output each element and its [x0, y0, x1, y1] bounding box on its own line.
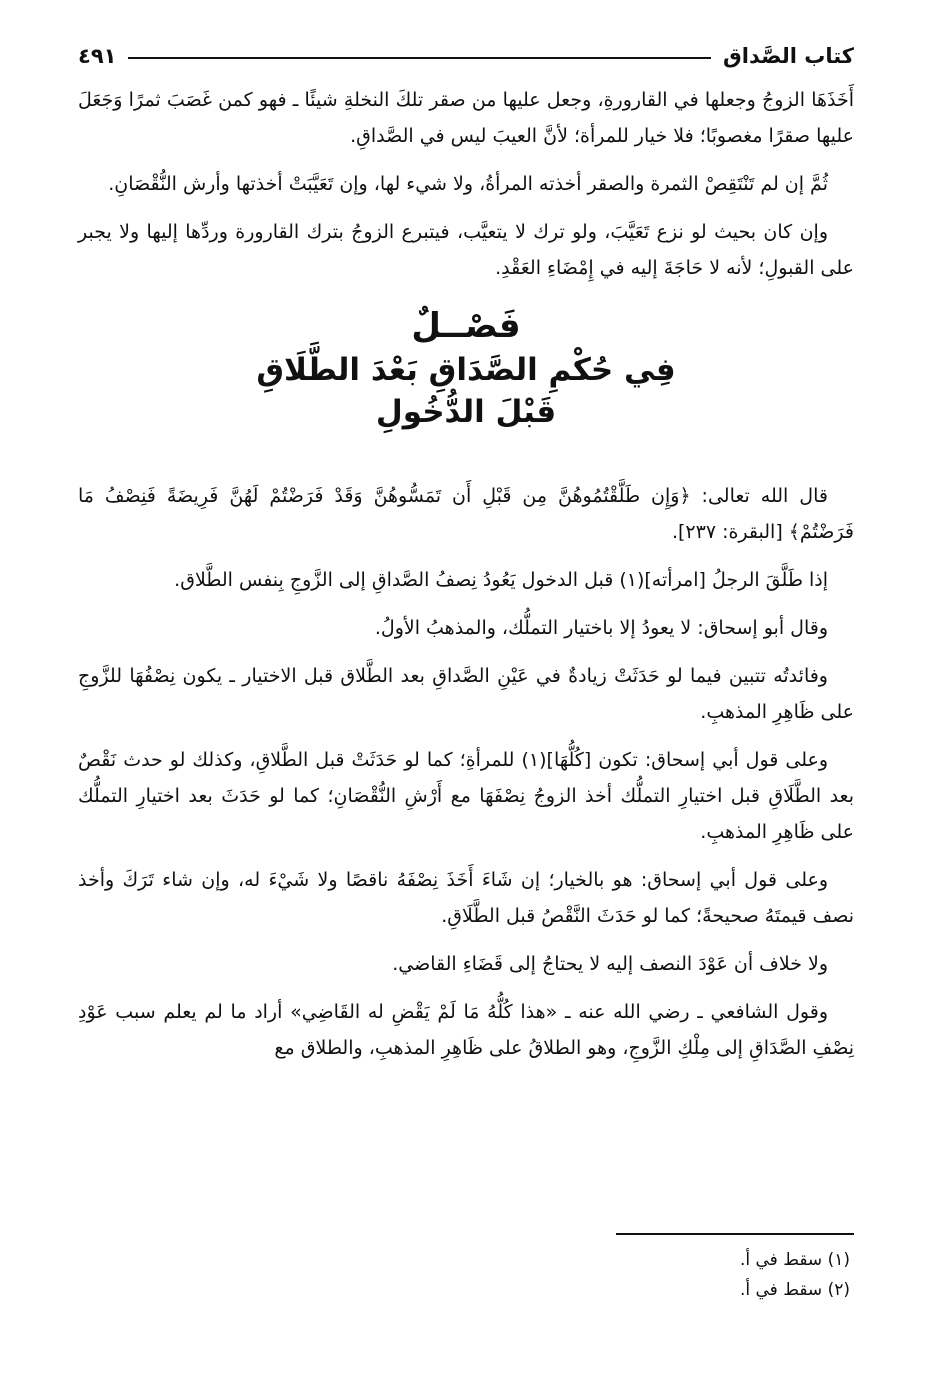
paragraph: وقول الشافعي ـ رضي الله عنه ـ «هذا كُلُّهُ مَا لَمْ يَقْضِ له القَاضِي» أراد ما لم يعلم سبب عَوْدِ نِصْفِ الصَّدَاقِ إلى مِلْكِ الزَّوجِ، وهو الطلاقُ على ظَاهِرِ المذهبِ، والطلاق مع: [78, 1000, 854, 1059]
page-body: [78, 82, 854, 1078]
page-number: ٤٩١: [78, 44, 117, 68]
paragraph: وفائدتُه تتبين فيما لو حَدَثَتْ زيادةٌ في عَيْنِ الصَّداقِ بعد الطَّلاق قبل الاختيار ـ يكون نِصْفُهَا للزَّوجِ على ظَاهِرِ المذهبِ.: [78, 664, 854, 723]
running-title: كتاب الصَّداق: [723, 44, 854, 68]
section-heading-subtitle: فِي حُكْمِ الصَّدَاقِ بَعْدَ الطَّلَاقِ: [256, 351, 676, 388]
paragraph: أَخَذَهَا الزوجُ وجعلها في القارورةِ، وجعل عليها من صقر تلكَ النخلةِ شيئًا ـ فهو كمن غَصَبَ ثمرًا وَجَعَلَ عليها صقرًا مغصوبًا؛ فلا خيار للمرأة؛ لأنَّ العيبَ ليس في الصَّداقِ.: [78, 89, 854, 147]
paragraph: ثُمَّ إن لم تَنْتَقِصْ الثمرة والصقر أخذته المرأةُ، ولا شيء لها، وإن تَعَيَّبَتْ أخذتها وأرش النُّقْصَانِ.: [108, 173, 828, 195]
section-heading: [78, 304, 854, 434]
paragraph: وإن كان بحيث لو نزع تَعَيَّبَ، ولو ترك لا يتعيَّب، فيتبرع الزوجُ بترك القارورة وردِّها إليها ولا يجبر على القبولِ؛ لأنه لا حَاجَةَ إليه في إِمْضَاءِ العَقْدِ.: [78, 221, 854, 279]
page-header: [78, 38, 854, 74]
paragraph: إذا طَلَّقَ الرجلُ [امرأته](١) قبل الدخول يَعُودُ نِصفُ الصَّداقِ إلى الزَّوجِ بِنفس الطَّلاق.: [174, 568, 828, 591]
paragraph: ولا خلاف أن عَوْدَ النصف إليه لا يحتاجُ إلى قَضَاءِ القاضي.: [392, 952, 828, 975]
paragraph: وعلى قول أبي إسحاق: تكون [كُلُّهَا](١) للمرأةِ؛ كما لو حَدَثَتْ قبل الطَّلاقِ، وكذلك لو حدث نَقْصٌ بعد الطَّلَاقِ قبل اختيارِ التملُّك أخذ الزوجُ نِصْفَهَا مع أَرْشِ النُّقْصَانِ؛ كما لو حَدَثَ بعد اختيارِ التملُّك على ظَاهِرِ المذهبِ.: [78, 748, 854, 843]
section-heading-subtitle-2: قَبْلَ الدُّخُولِ: [375, 393, 557, 430]
paragraph: وعلى قول أبي إسحاق: هو بالخيار؛ إن شَاءَ أَخَذَ نِصْفَهُ ناقصًا ولا شَيْءَ له، وإن شاء تَرَكَ وأخذ نصف قيمتَهُ صحيحةً؛ كما لو حَدَثَ النَّقْصُ قبل الطَّلَاقِ.: [78, 868, 854, 927]
header-rule: [128, 57, 711, 59]
paragraph: وقال أبو إسحاق: لا يعودُ إلا باختيار التملُّك، والمذهبُ الأولُ.: [374, 616, 828, 639]
footnotes: [78, 1245, 850, 1305]
section-heading-title: فَصْــلٌ: [411, 306, 521, 346]
paragraph: قال الله تعالى: ﴿وَإِن طَلَّقْتُمُوهُنَّ مِن قَبْلِ أَن تَمَسُّوهُنَّ وَقَدْ فَرَضْتُمْ لَهُنَّ فَرِيضَةً فَنِصْفُ مَا فَرَضْتُمْ﴾ [البقرة: ٢٣٧].: [78, 484, 854, 543]
footnote: (٢) سقط في أ.: [739, 1280, 850, 1300]
footnote-rule: [616, 1233, 854, 1235]
footnote: (١) سقط في أ.: [739, 1250, 850, 1270]
